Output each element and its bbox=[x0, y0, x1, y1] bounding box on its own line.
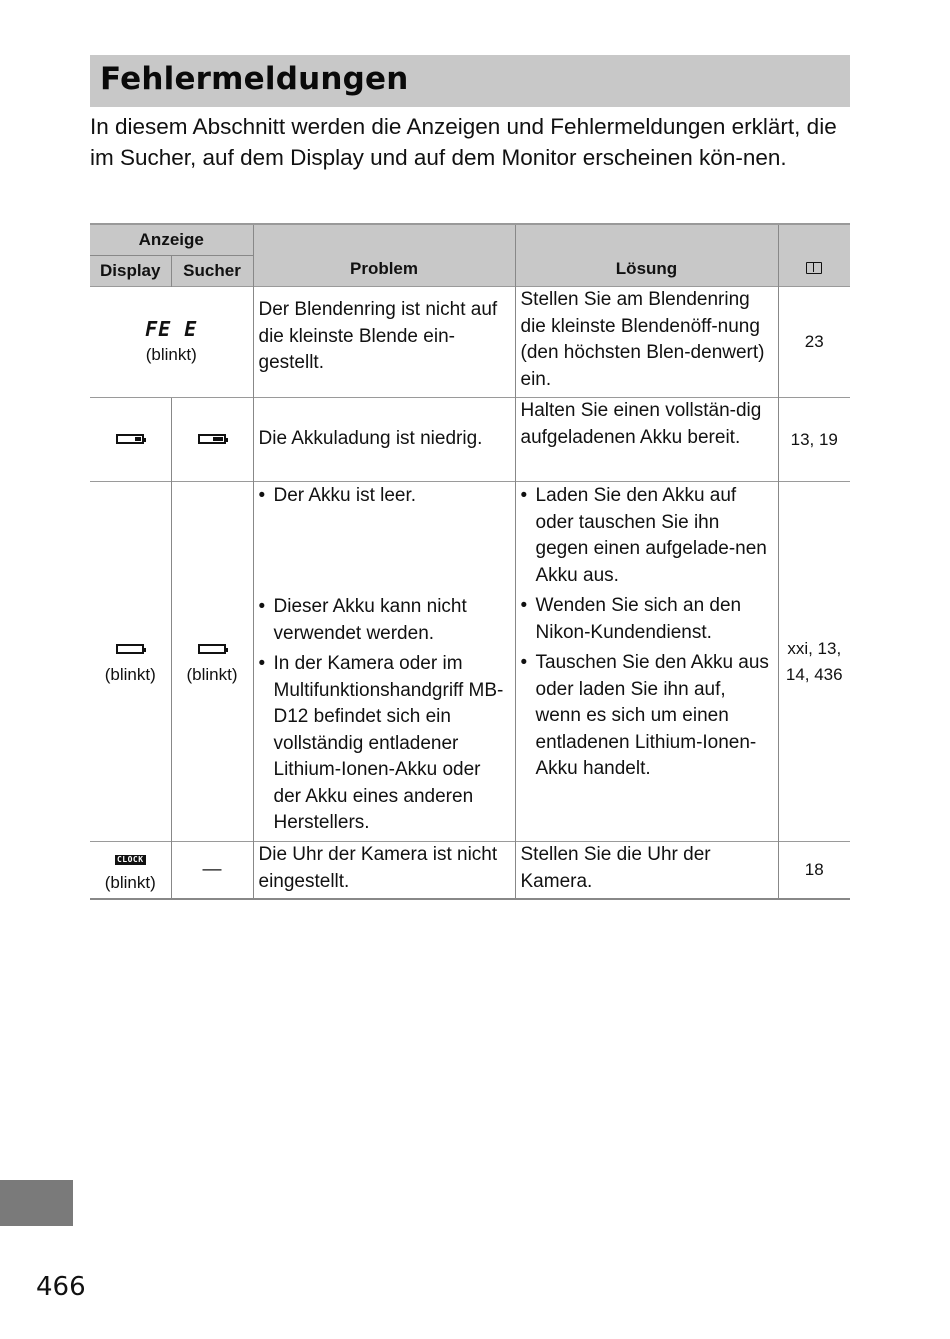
viewfinder-indicator-cell bbox=[171, 398, 253, 482]
header-reference bbox=[778, 224, 850, 287]
blink-note: (blinkt) bbox=[145, 345, 197, 364]
list-item: • Tauschen Sie den Akku aus oder laden Sie ihn auf, wenn es sich um einen entladenen Lithium-Ionen-Akku handelt. bbox=[521, 650, 773, 783]
blink-note: (blinkt) bbox=[186, 664, 238, 684]
reference-cell bbox=[778, 482, 850, 842]
low-battery-icon bbox=[116, 434, 144, 444]
header-display: Display bbox=[90, 256, 171, 287]
table-row bbox=[90, 398, 850, 482]
section-title: Fehlermeldungen bbox=[100, 61, 409, 97]
list-item: • Dieser Akku kann nicht verwendet werden. bbox=[259, 594, 510, 647]
reference-cell: 23 bbox=[778, 287, 850, 398]
error-messages-table bbox=[90, 223, 850, 900]
book-icon bbox=[806, 262, 822, 274]
reference-line: 14, 436 bbox=[785, 664, 843, 684]
blink-note: (blinkt) bbox=[104, 872, 156, 892]
header-loesung: Lösung bbox=[515, 224, 778, 287]
intro-paragraph: In diesem Abschnitt werden die Anzeigen und Fehlermeldungen erklärt, die im Sucher, auf dem Display und auf dem Monitor erscheinen kön-nen. bbox=[90, 114, 837, 170]
list-item: • Laden Sie den Akku auf oder tauschen Sie ihn gegen einen aufgelade-nen Akku aus. bbox=[521, 483, 773, 589]
empty-battery-icon bbox=[198, 644, 226, 654]
display-indicator-cell bbox=[90, 482, 171, 842]
clock-badge-icon: CLOCK bbox=[116, 854, 144, 864]
blink-note: (blinkt) bbox=[104, 664, 156, 684]
reference-cell: 18 bbox=[778, 842, 850, 899]
page-number: 466 bbox=[36, 1272, 86, 1302]
problem-cell: Die Uhr der Kamera ist nicht eingestellt. bbox=[253, 842, 515, 899]
display-indicator-cell bbox=[90, 398, 171, 482]
viewfinder-indicator-cell bbox=[171, 482, 253, 842]
solution-cell: Halten Sie einen vollstän-dig aufgeladenen Akku bereit. bbox=[515, 398, 778, 482]
viewfinder-indicator-cell: — bbox=[171, 842, 253, 899]
table-row bbox=[90, 287, 850, 398]
list-item: • Wenden Sie sich an den Nikon-Kundendienst. bbox=[521, 593, 773, 646]
table-row bbox=[90, 482, 850, 842]
aperture-error-indicator: FE E bbox=[145, 317, 198, 341]
table-row bbox=[90, 842, 850, 899]
list-item: • In der Kamera oder im Multifunktionshandgriff MB-D12 befindet sich ein vollständig entladener Lithium-Ionen-Akku oder der Akku eines anderen Herstellers. bbox=[259, 651, 510, 837]
display-indicator-cell bbox=[90, 842, 171, 899]
solution-cell: Stellen Sie am Blendenring die kleinste Blendenöff-nung (den höchsten Blen-denwert) ein. bbox=[515, 287, 778, 398]
chapter-tab bbox=[0, 1180, 73, 1226]
list-item: • Der Akku ist leer. bbox=[259, 483, 510, 590]
solution-cell: Stellen Sie die Uhr der Kamera. bbox=[515, 842, 778, 899]
low-battery-icon bbox=[198, 434, 226, 444]
section-title-bar bbox=[90, 55, 850, 107]
reference-line: xxi, 13, bbox=[787, 638, 842, 658]
indicator-cell bbox=[90, 287, 253, 398]
problem-cell: Der Blendenring ist nicht auf die kleinste Blende ein-gestellt. bbox=[253, 287, 515, 398]
header-sucher: Sucher bbox=[171, 256, 253, 287]
solution-cell bbox=[515, 482, 778, 842]
problem-cell bbox=[253, 482, 515, 842]
header-anzeige: Anzeige bbox=[90, 224, 253, 256]
empty-battery-icon bbox=[116, 644, 144, 654]
problem-cell: Die Akkuladung ist niedrig. bbox=[253, 398, 515, 482]
reference-cell: 13, 19 bbox=[778, 398, 850, 482]
header-problem: Problem bbox=[253, 224, 515, 287]
